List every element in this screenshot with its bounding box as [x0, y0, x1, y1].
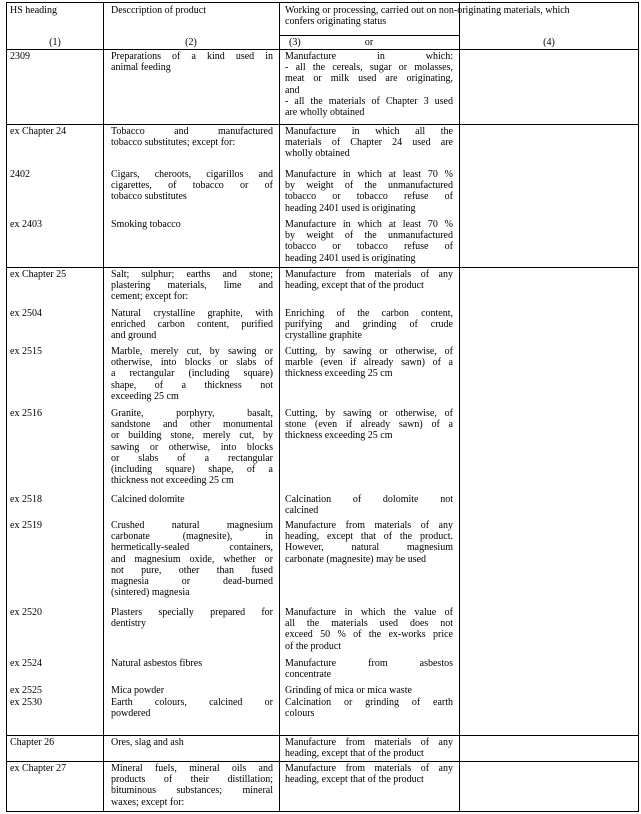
hs-heading-cell: ex Chapter 27	[10, 763, 67, 774]
description-cell	[111, 520, 273, 598]
cell-text-line: Smoking tobacco	[111, 219, 181, 230]
cell-text-line: colours	[285, 708, 315, 720]
cell-text-line: of the product	[285, 640, 342, 652]
cell-text-line: thickness exceeding 25 cm	[285, 430, 393, 442]
cell-text-line: by weight of the unmanufactured	[285, 180, 453, 192]
description-cell	[111, 737, 273, 748]
cell-text-line: heading 2401 used is originating	[285, 202, 416, 214]
group-separator	[6, 124, 639, 125]
cell-text-line: shape, of a thickness not	[111, 379, 273, 391]
cell-text-line: tobacco or tobacco refuse of	[285, 191, 453, 203]
hs-heading-cell: ex 2520	[10, 607, 42, 618]
cell-text-line: Preparations of a kind used in	[111, 51, 273, 62]
cell-text-line: otherwise, into blocks or slabs of	[111, 357, 273, 369]
working-processing-cell	[285, 607, 453, 652]
description-cell	[111, 697, 273, 719]
header-description: Desccription of product	[111, 5, 206, 16]
cell-text-line: Cutting, by sawing or otherwise, of	[285, 346, 453, 357]
cell-text-line: carbonate (magnesite) may be used	[285, 553, 427, 565]
cell-text-line: crystalline graphite	[285, 330, 362, 342]
cell-text-line: - all the cereals, sugar or molasses,	[285, 62, 453, 74]
description-cell	[111, 763, 273, 808]
cell-text-line: Crushed natural magnesium	[111, 520, 273, 531]
cell-text-line: However, natural magnesium	[285, 542, 453, 554]
cell-text-line: wholly obtained	[285, 148, 350, 160]
hs-heading-cell: ex 2403	[10, 219, 42, 230]
cell-text-line: Manufacture in which the value of	[285, 607, 453, 618]
description-cell	[111, 346, 273, 402]
cell-text-line: exceeding 25 cm	[111, 390, 179, 402]
cell-text-line: marble (even if already sawn) of a	[285, 357, 453, 369]
cell-text-line: plastering materials, lime and	[111, 280, 273, 292]
working-processing-cell	[285, 763, 453, 785]
hs-heading-cell: ex 2504	[10, 308, 42, 319]
working-processing-cell	[285, 658, 453, 680]
cell-text-line: Ores, slag and ash	[111, 737, 184, 748]
hs-heading-cell: 2402	[10, 169, 30, 180]
cell-text-line: tobacco substitutes	[111, 191, 187, 203]
cell-text-line: Salt; sulphur; earths and stone;	[111, 269, 273, 280]
hs-heading-cell: Chapter 26	[10, 737, 55, 748]
cell-text-line: heading, except that of the product	[285, 774, 424, 786]
header-working-processing	[285, 5, 570, 27]
cell-text-line: by weight of the unmanufactured	[285, 230, 453, 242]
cell-text-line: or building stone, merely cut, by	[111, 430, 273, 442]
working-processing-cell	[285, 269, 453, 291]
cell-text-line: Manufacture from materials of any	[285, 520, 453, 531]
cell-text-line: Manufacture in which all the	[285, 126, 453, 137]
description-cell	[111, 169, 273, 203]
header-working-line-1: Working or processing, carried out on non-originating materials, which	[285, 5, 570, 16]
working-processing-cell	[285, 346, 453, 380]
cell-text-line: dentistry	[111, 618, 146, 630]
working-processing-cell	[285, 737, 453, 759]
cell-text-line: Mica powder	[111, 685, 165, 696]
cell-text-line: thickness not exceeding 25 cm	[111, 475, 234, 487]
column-number-4: (4)	[543, 37, 555, 48]
hs-heading-cell: ex Chapter 24	[10, 126, 67, 137]
group-separator	[6, 761, 639, 762]
cell-text-line: Tobacco and manufactured	[111, 126, 273, 137]
cell-text-line: heading, except that of the product	[285, 280, 424, 292]
description-cell	[111, 408, 273, 486]
cell-text-line: not pure, other than fused	[111, 564, 273, 576]
description-cell	[111, 658, 273, 669]
cell-text-line: sandstone and other monumental	[111, 419, 273, 431]
cell-text-line: Cutting, by sawing or otherwise, of	[285, 408, 453, 419]
cell-text-line: Plasters specially prepared for	[111, 607, 273, 618]
cell-text-line: Manufacture in which at least 70 %	[285, 169, 453, 180]
cell-text-line: and	[285, 84, 300, 96]
cell-text-line: Manufacture in which at least 70 %	[285, 219, 453, 230]
cell-text-line: and magnesium oxide, whether or	[111, 553, 273, 565]
cell-text-line: Calcination of dolomite not	[285, 494, 453, 505]
header-working-line-2: confers originating status	[285, 16, 387, 28]
cell-text-line: tobacco substitutes; except for:	[111, 137, 236, 149]
description-cell	[111, 269, 273, 303]
cell-text-line: tobacco or tobacco refuse of	[285, 241, 453, 253]
cell-text-line: Calcination or grinding of earth	[285, 697, 453, 708]
cell-text-line: Calcined dolomite	[111, 494, 185, 505]
working-processing-cell	[285, 308, 453, 342]
column-number-1: (1)	[49, 37, 61, 48]
working-processing-cell	[285, 697, 453, 719]
cell-text-line: Manufacture from materials of any	[285, 269, 453, 280]
cell-text-line: animal feeding	[111, 62, 171, 74]
column-number-2: (2)	[185, 37, 197, 48]
hs-heading-cell: ex 2516	[10, 408, 42, 419]
cell-text-line: Manufacture from materials of any	[285, 737, 453, 748]
cell-text-line: Natural asbestos fibres	[111, 658, 203, 669]
cell-text-line: hermetically-sealed containers,	[111, 542, 273, 554]
cell-text-line: materials of Chapter 24 used are	[285, 137, 453, 149]
cell-text-line: Marble, merely cut, by sawing or	[111, 346, 273, 357]
cell-text-line: bituminous substances; mineral	[111, 785, 273, 797]
description-cell	[111, 685, 273, 696]
hs-heading-cell: ex Chapter 25	[10, 269, 67, 280]
hs-heading-cell: ex 2518	[10, 494, 42, 505]
cell-text-line: Natural crystalline graphite, with	[111, 308, 273, 319]
working-processing-cell	[285, 126, 453, 160]
working-processing-cell	[285, 169, 453, 214]
cell-text-line: Manufacture from asbestos	[285, 658, 453, 669]
cell-text-line: calcined	[285, 505, 319, 517]
cell-text-line: Cigars, cheroots, cigarillos and	[111, 169, 273, 180]
hs-heading-cell: ex 2519	[10, 520, 42, 531]
working-processing-cell	[285, 685, 453, 696]
description-cell	[111, 607, 273, 629]
cell-text-line: thickness exceeding 25 cm	[285, 368, 393, 380]
cell-text-line: - all the materials of Chapter 3 used	[285, 95, 453, 107]
description-cell	[111, 494, 273, 505]
hs-heading-cell: 2309	[10, 51, 30, 62]
cell-text-line: (sintered) magnesia	[111, 587, 190, 599]
description-cell	[111, 51, 273, 73]
cell-text-line: Manufacture in which:	[285, 51, 453, 62]
cell-text-line: purifying and grinding of crude	[285, 319, 453, 331]
working-processing-cell	[285, 408, 453, 442]
description-cell	[111, 219, 273, 230]
cell-text-line: products of their distillation;	[111, 774, 273, 786]
column-number-3: (3)	[289, 37, 301, 48]
group-separator	[6, 267, 639, 268]
cell-text-line: concentrate	[285, 669, 332, 681]
hs-heading-cell: ex 2530	[10, 697, 42, 708]
group-separator	[6, 735, 639, 736]
hs-heading-cell: ex 2515	[10, 346, 42, 357]
hs-heading-cell: ex 2525	[10, 685, 42, 696]
cell-text-line: exceed 50 % of the ex-works price	[285, 629, 453, 641]
cell-text-line: all the materials used does not	[285, 618, 453, 630]
cell-text-line: Mineral fuels, mineral oils and	[111, 763, 273, 774]
working-processing-cell	[285, 51, 453, 118]
column-or-label: or	[364, 37, 374, 48]
cell-text-line: cigarettes, of tobacco or of	[111, 180, 273, 192]
working-processing-cell	[285, 520, 453, 565]
description-cell	[111, 308, 273, 342]
cell-text-line: sawing or otherwise, into blocks	[111, 441, 273, 453]
working-processing-cell	[285, 494, 453, 516]
header-split-line	[279, 35, 459, 36]
cell-text-line: waxes; except for:	[111, 796, 185, 808]
cell-text-line: or slabs of a rectangular	[111, 452, 273, 464]
cell-text-line: Earth colours, calcined or	[111, 697, 273, 708]
cell-text-line: are wholly obtained	[285, 107, 365, 119]
cell-text-line: enriched carbon content, purified	[111, 319, 273, 331]
cell-text-line: Enriching of the carbon content,	[285, 308, 453, 319]
header-bottom-line	[6, 49, 639, 50]
cell-text-line: magnesia or dead-burned	[111, 576, 273, 588]
cell-text-line: heading 2401 used is originating	[285, 252, 416, 264]
working-processing-cell	[285, 219, 453, 264]
cell-text-line: Grinding of mica or mica waste	[285, 685, 412, 696]
cell-text-line: heading, except that of the product	[285, 748, 424, 760]
cell-text-line: (including square) shape, of a	[111, 464, 273, 476]
cell-text-line: heading, except that of the product.	[285, 531, 453, 543]
description-cell	[111, 126, 273, 148]
cell-text-line: Granite, porphyry, basalt,	[111, 408, 273, 419]
cell-text-line: and ground	[111, 330, 157, 342]
cell-text-line: stone (even if already sawn) of a	[285, 419, 453, 431]
cell-text-line: Manufacture from materials of any	[285, 763, 453, 774]
cell-text-line: meat or milk used are originating,	[285, 73, 453, 85]
header-hs-heading: HS heading	[10, 5, 57, 16]
cell-text-line: cement; except for:	[111, 291, 189, 303]
rules-of-origin-table	[6, 2, 639, 812]
hs-heading-cell: ex 2524	[10, 658, 42, 669]
cell-text-line: a rectangular (including square)	[111, 368, 273, 380]
cell-text-line: carbonate (magnesite), in	[111, 531, 273, 543]
cell-text-line: powdered	[111, 708, 151, 720]
